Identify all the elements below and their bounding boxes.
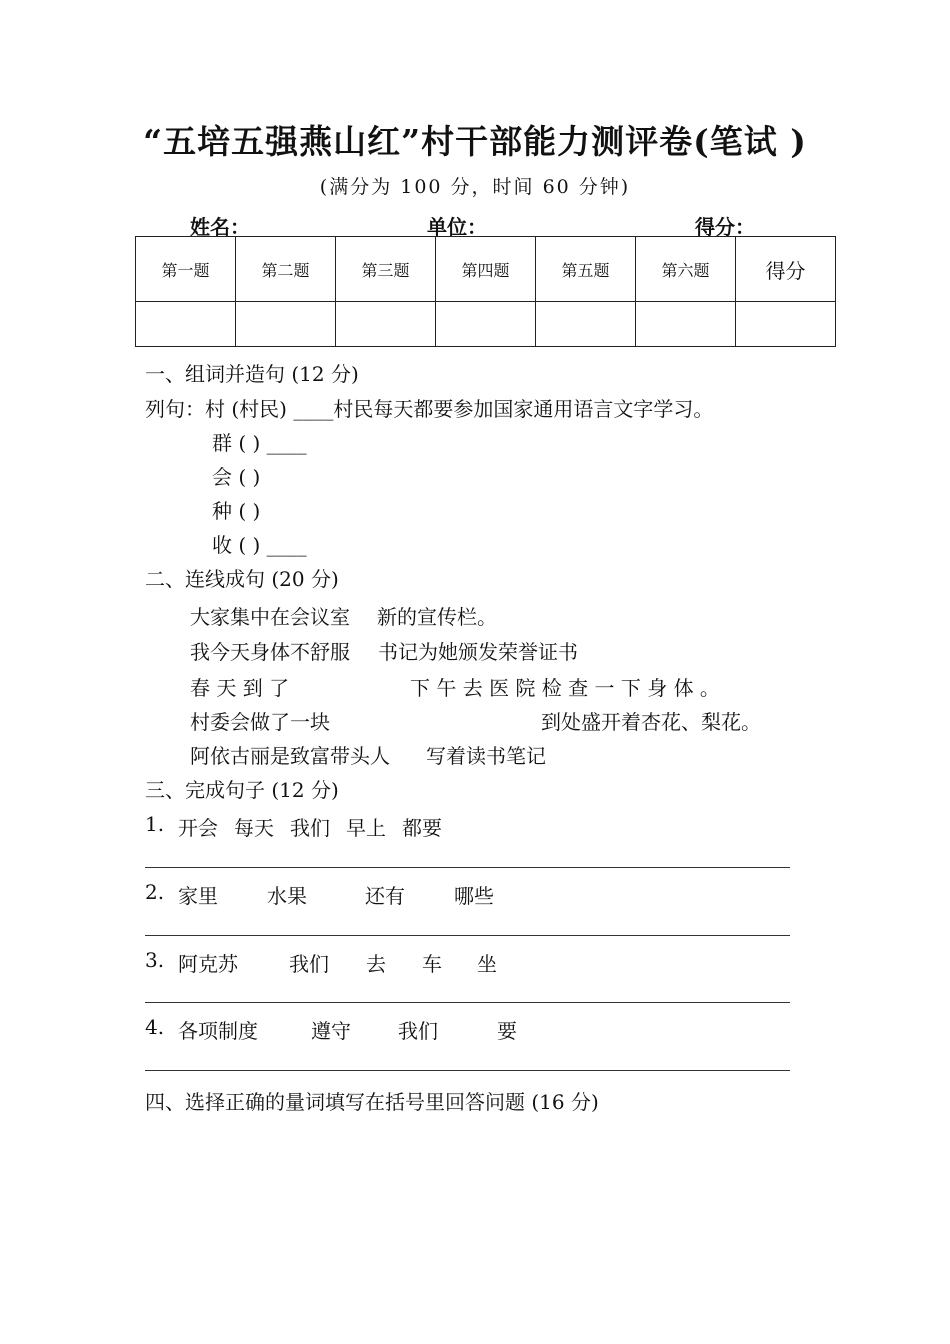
sentence-word: 家里 (178, 884, 218, 908)
match-right: 写着读书笔记 (426, 744, 546, 768)
score-cell[interactable] (436, 302, 536, 347)
answer-line[interactable] (145, 1070, 790, 1071)
sentence-number: 3. (145, 948, 165, 972)
sentence-word: 各项制度 (178, 1019, 258, 1043)
sentence-word: 哪些 (454, 884, 494, 908)
sentence-word: 开会 (178, 816, 218, 840)
score-header-total: 得分 (736, 237, 836, 302)
match-right: 新的宣传栏。 (377, 605, 497, 629)
sentence-word: 坐 (477, 952, 497, 976)
answer-line[interactable] (145, 1002, 790, 1003)
page-subtitle: (满分为 100 分，时间 60 分钟) (319, 176, 631, 198)
sentence-word: 遵守 (311, 1019, 351, 1043)
answer-line[interactable] (145, 867, 790, 868)
sentence-word: 去 (366, 952, 386, 976)
match-right: 下 午 去 医 院 检 查 一 下 身 体 。 (410, 676, 720, 700)
match-left: 我今天身体不舒服 (190, 640, 350, 664)
section1-item: 会 ( ) (212, 465, 261, 489)
sentence-word: 水果 (267, 884, 307, 908)
score-table-blank-row (136, 302, 836, 347)
sentence-word: 每天 (234, 816, 274, 840)
section1-item: 收 ( ) ____ (212, 533, 307, 557)
match-left: 春 天 到 了 (190, 676, 290, 700)
sentence-number: 1. (145, 812, 165, 836)
name-label: 姓名： (190, 215, 250, 239)
sentence-number: 4. (145, 1015, 165, 1039)
score-cell-total[interactable] (736, 302, 836, 347)
section3-heading: 三、完成句子 (12 分) (145, 778, 339, 802)
sentence-word: 阿克苏 (178, 952, 238, 976)
section4-heading: 四、选择正确的量词填写在括号里回答问题 (16 分) (145, 1090, 599, 1114)
match-left: 村委会做了一块 (190, 710, 330, 734)
score-cell[interactable] (636, 302, 736, 347)
score-header-q4: 第四题 (436, 237, 536, 302)
section1-heading: 一、组词并造句 (12 分) (145, 362, 359, 386)
score-label: 得分： (695, 215, 755, 239)
score-header-q6: 第六题 (636, 237, 736, 302)
sentence-word: 我们 (398, 1019, 438, 1043)
sentence-word: 要 (497, 1019, 517, 1043)
unit-label: 单位： (427, 215, 487, 239)
score-header-q3: 第三题 (336, 237, 436, 302)
section1-example: 列句：村 (村民) ____村民每天都要参加国家通用语言文字学习。 (145, 397, 714, 421)
sentence-word: 我们 (289, 952, 329, 976)
sentence-word: 还有 (365, 884, 405, 908)
section2-heading: 二、连线成句 (20 分) (145, 567, 339, 591)
score-header-q1: 第一题 (136, 237, 236, 302)
match-left: 阿依古丽是致富带头人 (190, 744, 390, 768)
section1-item: 种 ( ) (212, 499, 261, 523)
score-cell[interactable] (136, 302, 236, 347)
sentence-word: 早上 (346, 816, 386, 840)
match-left: 大家集中在会议室 (190, 605, 350, 629)
sentence-word: 车 (422, 952, 442, 976)
sentence-word: 我们 (290, 816, 330, 840)
score-header-q2: 第二题 (236, 237, 336, 302)
answer-line[interactable] (145, 935, 790, 936)
score-table-header-row (136, 237, 836, 302)
sentence-word: 都要 (402, 816, 442, 840)
match-right: 书记为她颁发荣誉证书 (378, 640, 578, 664)
score-header-q5: 第五题 (536, 237, 636, 302)
score-cell[interactable] (236, 302, 336, 347)
page-title: “五培五强燕山红”村干部能力测评卷(笔试 ) (143, 122, 807, 161)
score-table (135, 236, 836, 347)
section1-item: 群 ( ) ____ (212, 431, 307, 455)
score-cell[interactable] (536, 302, 636, 347)
score-cell[interactable] (336, 302, 436, 347)
match-right: 到处盛开着杏花、梨花。 (541, 710, 761, 734)
sentence-number: 2. (145, 880, 165, 904)
